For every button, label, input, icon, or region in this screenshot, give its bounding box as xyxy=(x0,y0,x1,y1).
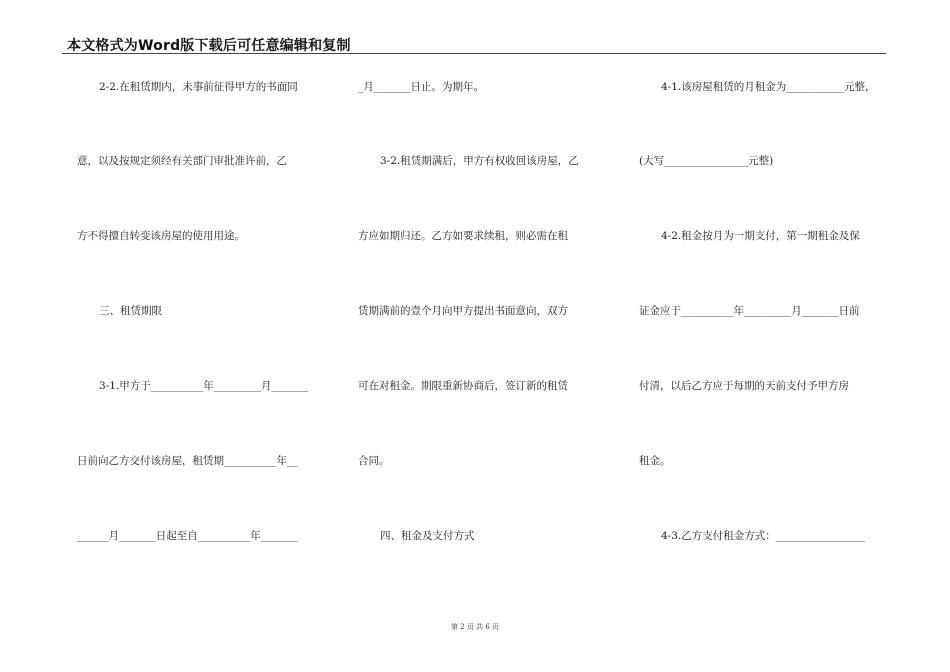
text-line: 3-2.租赁期满后，甲方有权收回该房屋，乙 xyxy=(380,155,579,167)
text-line: (大写________________元整) xyxy=(639,155,774,167)
text-line: 4-2.租金按月为一期支付，第一期租金及保 xyxy=(661,230,860,242)
text-line: 租金。 xyxy=(639,455,671,467)
text-line: 付清，以后乙方应于每期的天前支付予甲方房 xyxy=(639,380,849,392)
text-line: 赁期满前的壹个月向甲方提出书面意向，双方 xyxy=(358,305,568,317)
text-line: 3-1.甲方于__________年_________月_______ xyxy=(99,380,309,392)
text-line: _月_______日止。为期年。 xyxy=(358,81,484,93)
text-line: 4-1.该房屋租赁的月租金为___________元整， xyxy=(661,81,876,93)
text-line: 2-2.在租赁期内，未事前征得甲方的书面同 xyxy=(99,81,298,93)
section-heading: 三、租赁期限 xyxy=(99,305,162,317)
page-number: 第 2 页 共 6 页 xyxy=(450,623,500,631)
text-line: 意，以及按规定须经有关部门审批准许前，乙 xyxy=(77,155,287,167)
header-divider xyxy=(62,53,886,54)
text-line: 日前向乙方交付该房屋，租赁期__________年__ xyxy=(77,455,298,467)
text-line: 证金应于__________年_________月_______日前 xyxy=(639,305,860,317)
section-heading: 四、租金及支付方式 xyxy=(380,530,475,542)
text-line: 4-3.乙方支付租金方式：_________________ xyxy=(661,530,865,542)
text-line: 可在对租金。期限重新协商后，签订新的租赁 xyxy=(358,380,568,392)
text-line: 方不得擅自转变该房屋的使用用途。 xyxy=(77,230,245,242)
header-title: 本文格式为Word版下载后可任意编辑和复制 xyxy=(67,38,351,54)
text-line: 方应如期归还。乙方如要求续租，则必需在租 xyxy=(358,230,568,242)
text-line: ______月_______日起至自__________年_______ xyxy=(77,530,298,542)
text-line: 合同。 xyxy=(358,455,390,467)
